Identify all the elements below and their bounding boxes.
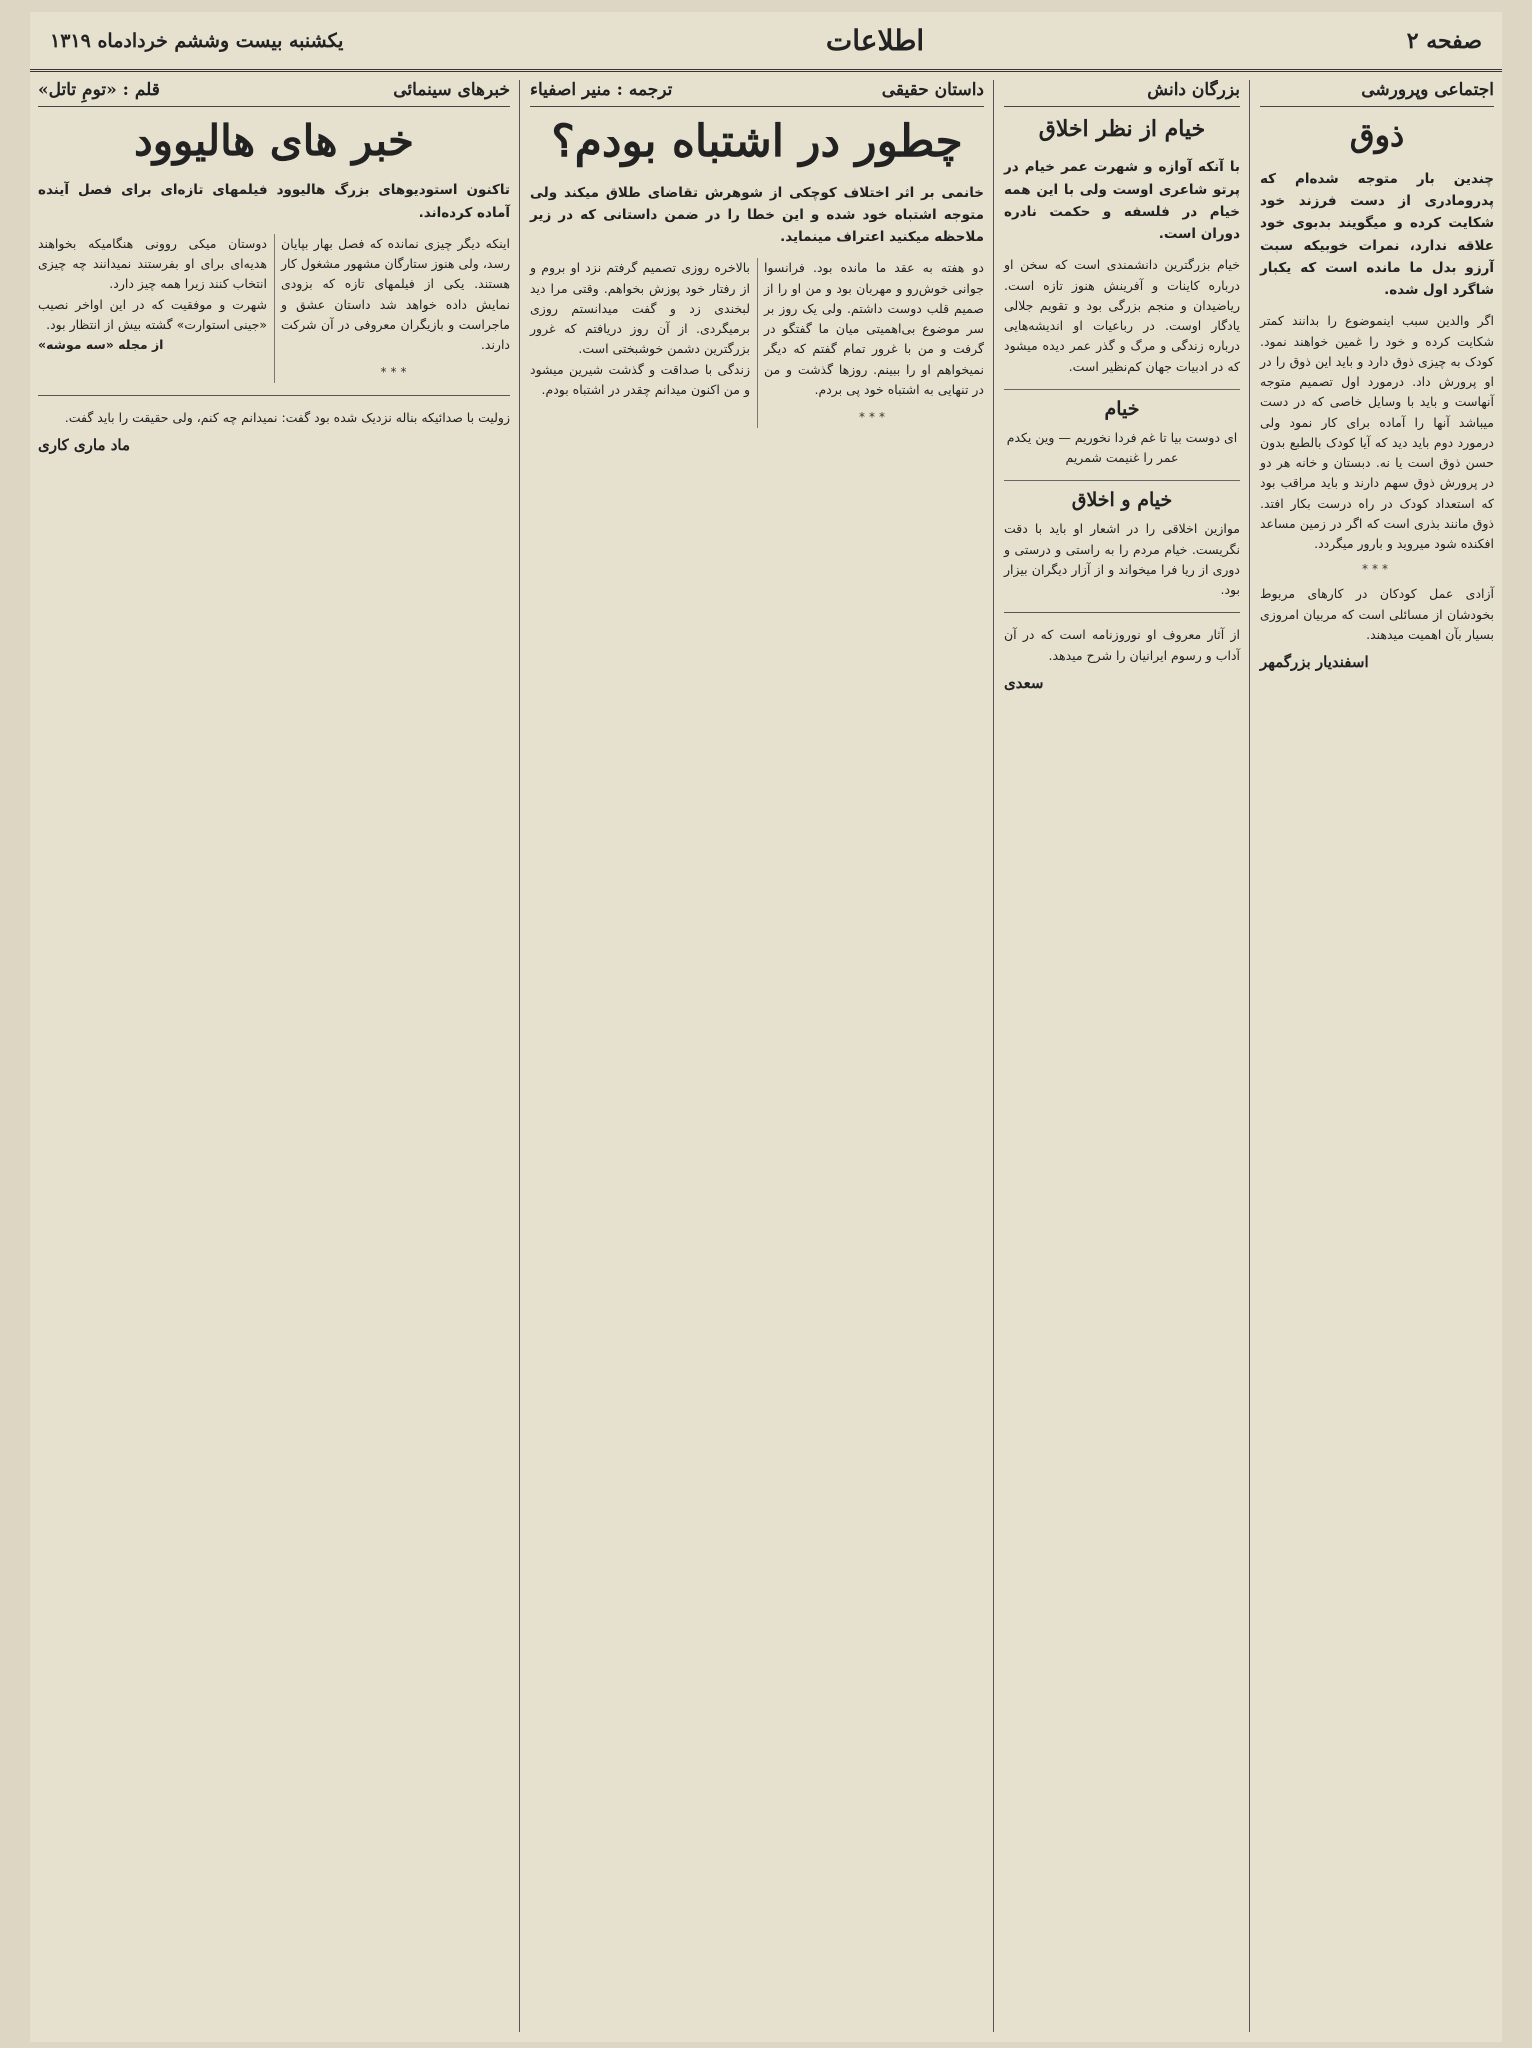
story-continuation: زولیت با صدائیکه بناله نزدیک شده بود گفت: نمیدانم چه کنم، ولی حقیقت را باید گفت.	[64, 409, 510, 425]
page-label: صفحه ۲	[1406, 27, 1482, 54]
article-lead: با آنکه آوازه و شهرت عمر خیام در پرتو شاعری اوست ولی با این همه خیام در فلسفه و حکمت نادره دوران است.	[1004, 159, 1240, 243]
article-lead: تاکنون استودیوهای بزرگ هالیوود فیلمهای تازه‌ای برای فصل آینده آماده کرده‌اند.	[38, 182, 510, 221]
article-closing: زندگی با صداقت و گذشت شیرین میشود و من اکنون میدانم چقدر در اشتباه بودم.	[530, 361, 750, 397]
column-rule	[1249, 80, 1250, 2032]
article-lead: خانمی بر اثر اختلاف کوچکی از شوهرش تقاضای طلاق میکند ولی متوجه اشتباه خود شده و این خطا را در ضمن داستانی که در زیر ملاحظه میکنید اعتراف مینماید.	[530, 184, 984, 246]
article-body: اگر والدین سبب اینموضوع را بدانند کمتر شکایت کرده و خود را غمین خواهند نمود. کودک به چیزی ذوق دارد و باید این ذوق را در او پرورش داد. درمورد اول تصمیم متوجه آنهاست و باید با وسایل خاصی که در دست میباشد آنها را آماده برای کار نمود ولی درمورد دوم باید دید که آیا کودک بالطبع بدون حسن ذوق است یا نه. دبستان و خانه هر دو در پرورش ذوق سهم دارند و باید مراقب بود که استعداد کودک در راه درست بکار افتد. ذوق مانند بذری است که اگر در زمین مساعد افکنده شود میروید و بارور میگردد.	[1260, 313, 1494, 552]
author-signature: سعدی	[1004, 673, 1044, 692]
column-science	[996, 80, 1248, 2032]
column-social	[1252, 80, 1502, 2032]
article-title: خیام از نظر اخلاق	[1038, 116, 1206, 142]
translator-credit: ترجمه : منیر اصفیاء	[530, 80, 673, 100]
column-cinema	[30, 80, 518, 2032]
section-subtitle: خیام و اخلاق	[1004, 480, 1240, 511]
newspaper-page	[30, 12, 1502, 2042]
poem-text: ای دوست بیا تا غم فردا نخوریم — وین یکدم عمر را غنیمت شمریم	[1006, 429, 1238, 466]
divider	[1004, 612, 1240, 613]
section-kicker: اجتماعی وپرورشی	[1260, 80, 1494, 107]
cinema-columns	[38, 234, 510, 383]
date-line: یکشنبه بیست وششم خردادماه ۱۳۱۹	[50, 29, 344, 52]
divider	[38, 395, 510, 396]
article-body: دو هفته به عقد ما مانده بود. فرانسوا جوانی خوش‌رو و مهربان بود و من او را از صمیم قلب دوست داشتم. ولی یک روز بر سر موضوع بی‌اهمیتی میان ما گفتگو در گرفت و من با غرور تمام گفتم که دیگر نمیخواهم او را ببینم. روزها گذشت و من در تنهایی به اشتباه خود پی بردم.	[764, 260, 984, 397]
article-body: خیام بزرگترین دانشمندی است که سخن او درباره کاینات و آفرینش هنوز تازه است. ریاضیدان و منجم بزرگی بود و تقویم جلالی یادگار اوست. در رباعیات او اندیشه‌هایی درباره زندگی و مرگ و گذر عمر دیده میشود که در ادبیات جهان کم‌نظیر است.	[1004, 257, 1240, 374]
writer-credit: قلم : «تومِ تاتل»	[38, 80, 160, 100]
source-line: از مجله «سه موشه»	[38, 337, 164, 353]
article-closing: آزادی عمل کودکان در کارهای مربوط بخودشان از مسائلی است که مربیان امروزی بسیار بآن اهمیت میدهند.	[1260, 586, 1494, 642]
section-kicker	[38, 80, 510, 107]
article-lead: چندین بار متوجه شده‌ام که پدرومادری از دست فرزند خود شکایت کرده و میگویند بدبوی خود علاقه ندارد، نمرات خوبیکه سبت آرزو بدل ما مانده است که یکبار شاگرد اول شده.	[1260, 170, 1494, 299]
separator: ***	[380, 365, 411, 380]
column-rule	[993, 80, 994, 2032]
article-body: اینکه دیگر چیزی نمانده که فصل بهار بپایان رسد، ولی هنوز ستارگان مشهور مشغول کار هستند. یکی از فیلمهای تازه که بزودی نمایش داده خواهد شد داستان عشق و ماجراست و بازیگران معروفی در آن شرکت دارند.	[281, 235, 510, 353]
cinema-kicker: خبرهای سینمائی	[393, 80, 510, 100]
column-story	[522, 80, 992, 2032]
article-title: چطور در اشتباه بودم؟	[551, 116, 963, 167]
article-body-3: شهرت و موفقیت که در این اواخر نصیب «جینی استوارت» گشته بیش از انتظار بود.	[38, 296, 267, 332]
article-body-2: دوستان میکی روونی هنگامیکه بخواهند هدیه‌ای برای او بفرستند نمیدانند چه چیزی انتخاب کنند زیرا همه چیز دارد.	[38, 235, 267, 292]
separator: ***	[1362, 562, 1392, 577]
story-columns	[530, 258, 984, 427]
author-signature: ماد ماری کاری	[38, 436, 131, 455]
section-kicker	[530, 80, 984, 107]
paper-name: اطلاعات	[825, 24, 925, 57]
section-kicker: بزرگان دانش	[1004, 80, 1240, 107]
poem-title: خیام	[1004, 389, 1240, 420]
article-closing: از آثار معروف او نوروزنامه است که در آن آداب و رسوم ایرانیان را شرح میدهد.	[1004, 627, 1240, 663]
article-title: ذوق	[1349, 116, 1405, 154]
article-body-2: بالاخره روزی تصمیم گرفتم نزد او بروم و از رفتار خود پوزش بخواهم. وقتی مرا دید لبخندی زد و گفت میدانستم روزی برمیگردی. از آن روز دریافتم که غرور بزرگترین دشمن خوشبختی است.	[530, 260, 750, 357]
story-kicker: داستان حقیقی	[881, 80, 984, 100]
separator: ***	[859, 410, 889, 425]
author-signature: اسفندیار بزرگمهر	[1260, 653, 1369, 672]
masthead	[30, 12, 1502, 72]
article-title: خبر های هالیوود	[134, 116, 414, 165]
column-rule	[519, 80, 520, 2032]
article-body-2: موازین اخلاقی را در اشعار او باید با دقت نگریست. خیام مردم را به راستی و درستی و دوری از ریا فرا میخواند و از آزار دیگران بیزار بود.	[1004, 521, 1240, 598]
